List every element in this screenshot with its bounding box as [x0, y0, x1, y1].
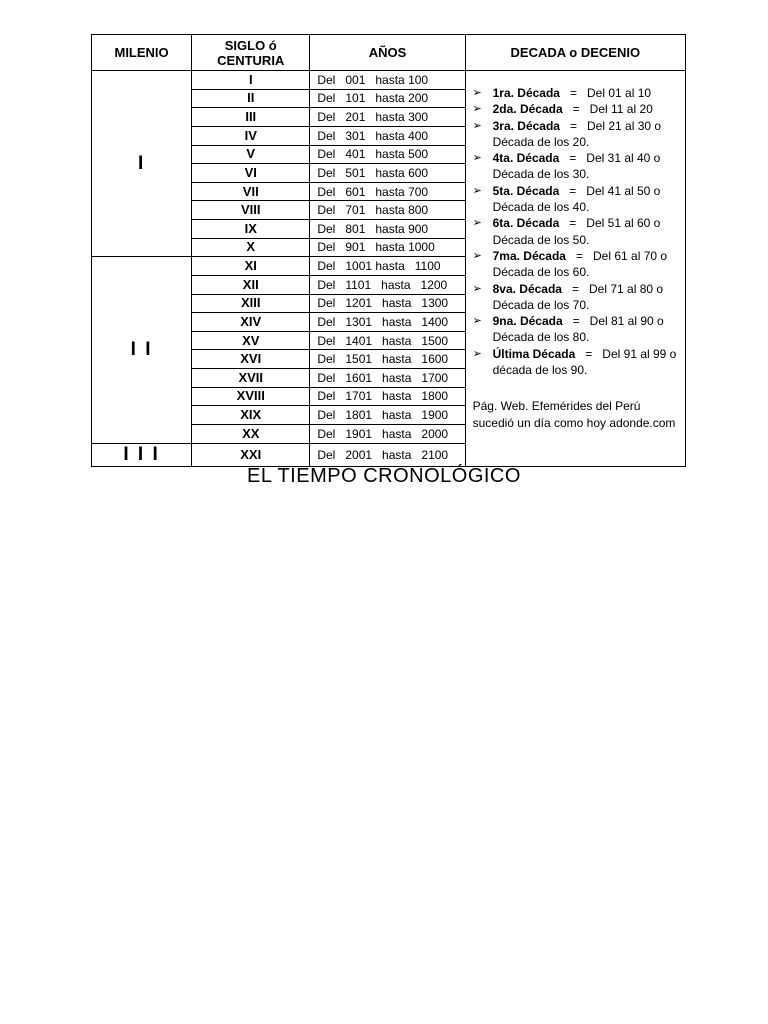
anos-cell: Del 1901 hasta 2000: [310, 424, 465, 443]
siglo-cell: XIII: [192, 294, 310, 313]
siglo-cell: XVII: [192, 369, 310, 388]
decada-name: 2da. Década: [492, 102, 563, 117]
header-decada: DECADA o DECENIO: [465, 35, 685, 71]
decada-range: = Del 61 al 70 o Década de los 60.: [492, 248, 671, 280]
anos-cell: Del 401 hasta 500: [310, 145, 465, 164]
siglo-cell: I: [192, 71, 310, 90]
siglo-cell: XVI: [192, 350, 310, 369]
anos-cell: Del 101 hasta 200: [310, 89, 465, 108]
table-row: [92, 71, 686, 90]
siglo-cell: IV: [192, 126, 310, 145]
table-body: [92, 71, 686, 467]
anos-cell: Del 1101 hasta 1200: [310, 275, 465, 294]
siglo-cell: XII: [192, 275, 310, 294]
anos-cell: Del 1601 hasta 1700: [310, 369, 465, 388]
anos-cell: Del 901 hasta 1000: [310, 238, 465, 257]
siglo-cell: II: [192, 89, 310, 108]
chronology-table: [91, 34, 686, 467]
decada-range: = Del 21 al 30 o Década de los 20.: [492, 118, 665, 149]
anos-cell: Del 1501 hasta 1600: [310, 350, 465, 369]
decada-name: 8va. Década: [492, 281, 562, 296]
siglo-cell: III: [192, 108, 310, 127]
siglo-cell: XIV: [192, 313, 310, 332]
anos-cell: Del 801 hasta 900: [310, 220, 465, 239]
siglo-cell: XVIII: [192, 387, 310, 406]
siglo-cell: V: [192, 145, 310, 164]
decada-range: = Del 81 al 90 o Década de los 80.: [492, 314, 668, 345]
siglo-cell: XIX: [192, 406, 310, 425]
arrow-bullet-icon: ➢: [472, 87, 482, 99]
anos-cell: Del 1801 hasta 1900: [310, 406, 465, 425]
siglo-cell: VIII: [192, 201, 310, 220]
siglo-cell: XX: [192, 424, 310, 443]
decada-range: = Del 31 al 40 o Década de los 30.: [492, 151, 664, 182]
page-title: EL TIEMPO CRONOLÓGICO: [247, 465, 521, 487]
arrow-bullet-icon: ➢: [472, 152, 482, 165]
list-item: [473, 215, 679, 248]
list-item: [473, 101, 679, 117]
anos-cell: Del 1401 hasta 1500: [310, 331, 465, 350]
header-siglo-line2: CENTURIA: [217, 52, 285, 68]
decada-range: = Del 91 al 99 o década de los 90.: [492, 346, 680, 378]
anos-cell: Del 2001 hasta 2100: [310, 443, 465, 467]
list-item: [473, 346, 679, 379]
list-item: [473, 85, 679, 101]
milenio-cell: I I: [92, 257, 192, 443]
anos-cell: Del 301 hasta 400: [310, 126, 465, 145]
anos-cell: Del 701 hasta 800: [310, 201, 465, 220]
header-anos: AÑOS: [310, 35, 465, 71]
decada-name: 4ta. Década: [492, 151, 560, 166]
anos-cell: Del 1301 hasta 1400: [310, 313, 465, 332]
decada-name: 9na. Década: [492, 314, 563, 329]
decada-range: = Del 41 al 50 o Década de los 40.: [492, 183, 664, 215]
list-item: [473, 150, 679, 183]
decada-range: = Del 01 al 10: [559, 86, 652, 100]
arrow-bullet-icon: ➢: [472, 315, 482, 328]
source-note: Pág. Web. Efemérides del Perú sucedió un día como hoy adonde.com: [472, 399, 676, 430]
decada-name: Última Década: [492, 346, 576, 361]
siglo-cell: XV: [192, 331, 310, 350]
anos-cell: Del 1701 hasta 1800: [310, 387, 465, 406]
decada-name: 3ra. Década: [492, 118, 560, 133]
arrow-bullet-icon: ➢: [472, 217, 482, 230]
arrow-bullet-icon: ➢: [472, 184, 482, 197]
siglo-cell: XXI: [192, 443, 310, 467]
anos-cell: Del 1001 hasta 1100: [310, 257, 465, 276]
header-siglo: [192, 35, 310, 71]
decada-range: = Del 51 al 60 o Década de los 50.: [492, 216, 664, 247]
siglo-cell: IX: [192, 220, 310, 239]
siglo-cell: VI: [192, 164, 310, 183]
siglo-cell: X: [192, 238, 310, 257]
anos-cell: Del 1201 hasta 1300: [310, 294, 465, 313]
arrow-bullet-icon: ➢: [472, 119, 482, 132]
decadas-cell: [465, 71, 685, 467]
decada-name: 1ra. Década: [492, 86, 560, 100]
arrow-bullet-icon: ➢: [472, 347, 482, 360]
siglo-cell: VII: [192, 182, 310, 201]
anos-cell: Del 001 hasta 100: [310, 71, 465, 90]
list-item: [473, 281, 679, 314]
decada-range: = Del 11 al 20: [562, 102, 653, 117]
arrow-bullet-icon: ➢: [472, 249, 482, 262]
header-siglo-line1: SIGLO ó: [224, 37, 277, 53]
decada-range: = Del 71 al 80 o Década de los 70.: [492, 281, 667, 312]
milenio-cell: I I I: [92, 443, 192, 467]
list-item: [473, 313, 679, 346]
arrow-bullet-icon: ➢: [472, 282, 482, 295]
decada-name: 5ta. Década: [492, 183, 560, 198]
list-item: [473, 118, 679, 151]
arrow-bullet-icon: ➢: [472, 103, 482, 116]
header-milenio: MILENIO: [92, 35, 192, 71]
anos-cell: Del 201 hasta 300: [310, 108, 465, 127]
siglo-cell: XI: [192, 257, 310, 276]
decada-name: 7ma. Década: [492, 248, 566, 263]
decada-name: 6ta. Década: [492, 216, 560, 231]
list-item: [473, 183, 679, 216]
anos-cell: Del 601 hasta 700: [310, 182, 465, 201]
decadas-list: [473, 85, 679, 378]
anos-cell: Del 501 hasta 600: [310, 164, 465, 183]
list-item: [473, 248, 679, 281]
milenio-cell: I: [92, 71, 192, 257]
